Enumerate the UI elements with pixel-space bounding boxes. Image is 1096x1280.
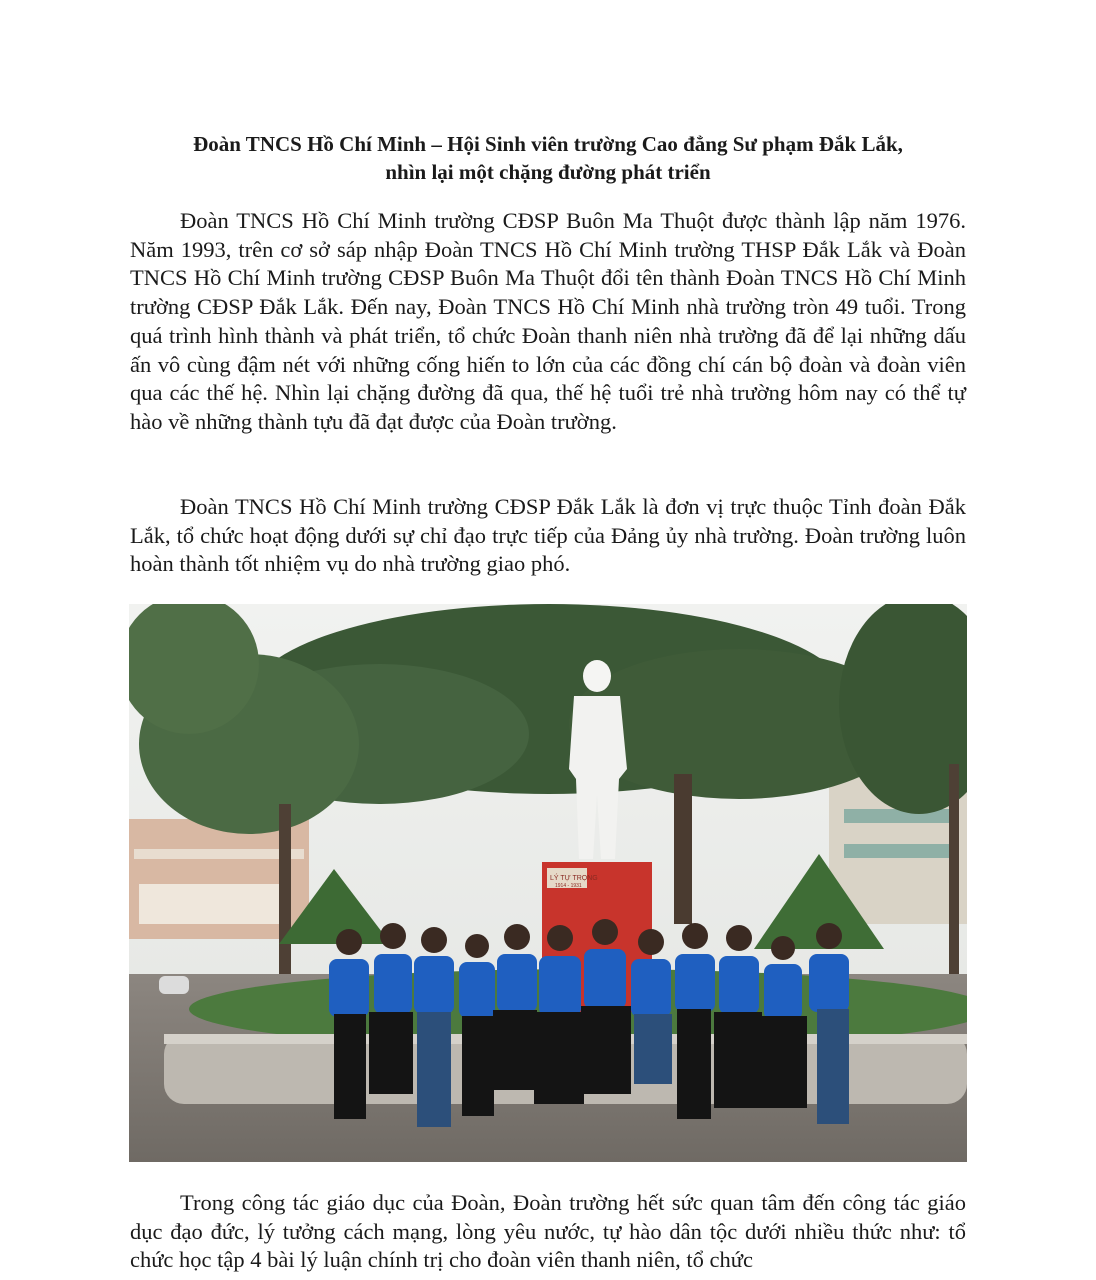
- title-line-1: Đoàn TNCS Hồ Chí Minh – Hội Sinh viên trường Cao đẳng Sư phạm Đắk Lắk,: [193, 132, 903, 156]
- article-title: [130, 130, 966, 186]
- paragraph-education: Trong công tác giáo dục của Đoàn, Đoàn trường hết sức quan tâm đến công tác giáo dục đạo đức, lý tưởng cách mạng, lòng yêu nước, tự hào dân tộc dưới nhiều thức như: tổ chức học tập 4 bài lý luận chính trị cho đoàn viên thanh niên, tổ chức: [130, 1190, 966, 1273]
- plaque-years: 1914 - 1931: [555, 883, 582, 889]
- group-photo-statue: [129, 604, 967, 1162]
- title-line-2: nhìn lại một chặng đường phát triển: [385, 160, 711, 184]
- paragraph-history: Đoàn TNCS Hồ Chí Minh trường CĐSP Buôn Ma Thuột được thành lập năm 1976. Năm 1993, trên cơ sở sáp nhập Đoàn TNCS Hồ Chí Minh trường THSP Đắk Lắk và Đoàn TNCS Hồ Chí Minh trường CĐSP Buôn Ma Thuột đổi tên thành Đoàn TNCS Hồ Chí Minh trường CĐSP Đắk Lắk. Đến nay, Đoàn TNCS Hồ Chí Minh nhà trường tròn 49 tuổi. Trong quá trình hình thành và phát triển, tổ chức Đoàn thanh niên nhà trường đã để lại những dấu ấn vô cùng đậm nét với những cống hiến to lớn của các đồng chí cán bộ đoàn và đoàn viên qua các thế hệ. Nhìn lại chặng đường đã qua, thế hệ tuổi trẻ nhà trường hôm nay có thể tự hào về những thành tựu đã đạt được của Đoàn trường.: [130, 208, 966, 434]
- paragraph-organization: Đoàn TNCS Hồ Chí Minh trường CĐSP Đắk Lắk là đơn vị trực thuộc Tỉnh đoàn Đắk Lắk, tổ chức hoạt động dưới sự chỉ đạo trực tiếp của Đảng ủy nhà trường. Đoàn trường luôn hoàn thành tốt nhiệm vụ do nhà trường giao phó.: [130, 494, 966, 577]
- plaque-name: LÝ TỰ TRỌNG: [550, 875, 598, 882]
